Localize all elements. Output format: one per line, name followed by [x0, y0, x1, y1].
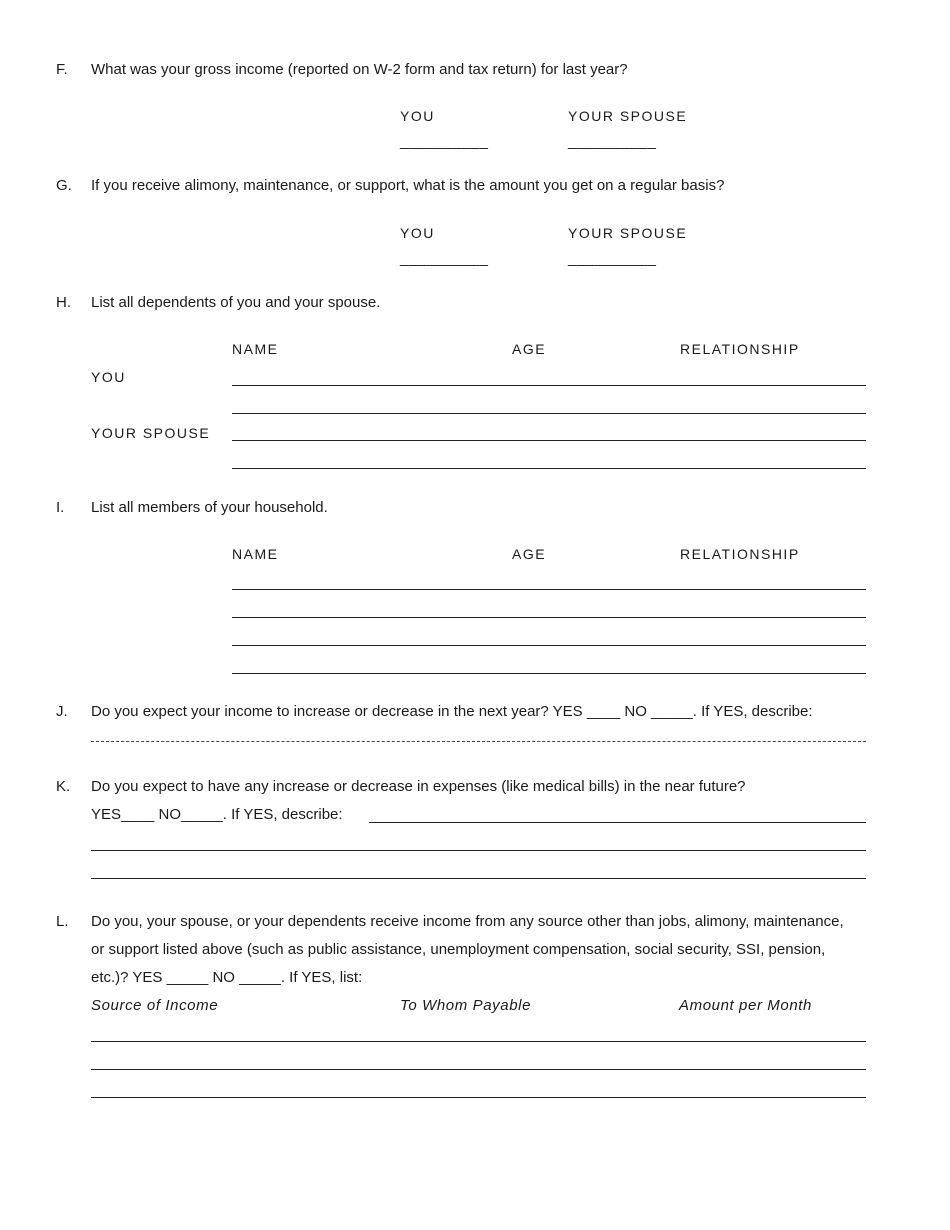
section-h-question: List all dependents of you and your spouse.: [91, 294, 381, 311]
section-i-line-3[interactable]: [232, 645, 866, 646]
section-l-line-1[interactable]: [91, 1041, 866, 1042]
section-l-question-line-1: Do you, your spouse, or your dependents receive income from any source other than jobs, alimony, maintenance,: [91, 913, 844, 930]
section-h-line-3[interactable]: [232, 440, 866, 441]
section-i-name-header: NAME: [232, 546, 279, 562]
section-j-describe-line[interactable]: [91, 741, 866, 742]
section-k-line-1[interactable]: [369, 822, 866, 823]
section-l-question-line-3: etc.)? YES _____ NO _____. If YES, list:: [91, 969, 363, 986]
section-l-question-line-2: or support listed above (such as public assistance, unemployment compensation, social security, SSI, pension,: [91, 941, 826, 958]
section-i-age-header: AGE: [512, 546, 547, 562]
section-h-spouse-label: YOUR SPOUSE: [91, 425, 211, 441]
section-g-question: If you receive alimony, maintenance, or support, what is the amount you get on a regular basis?: [91, 177, 725, 194]
section-h-line-2[interactable]: [232, 413, 866, 414]
section-k-question: Do you expect to have any increase or decrease in expenses (like medical bills) in the near future?: [91, 778, 746, 795]
section-l-source-header: Source of Income: [91, 997, 219, 1014]
section-g-spouse-header: YOUR SPOUSE: [568, 225, 688, 241]
section-h-line-1[interactable]: [232, 385, 866, 386]
section-h-line-4[interactable]: [232, 468, 866, 469]
section-k-line-3[interactable]: [91, 878, 866, 879]
section-l-whom-header: To Whom Payable: [400, 997, 532, 1014]
section-g-letter: G.: [56, 177, 72, 194]
section-i-line-2[interactable]: [232, 617, 866, 618]
section-f-spouse-header: YOUR SPOUSE: [568, 108, 688, 124]
section-g-you-header: YOU: [400, 225, 435, 241]
section-j-letter: J.: [56, 703, 68, 720]
section-f-question: What was your gross income (reported on W-2 form and tax return) for last year?: [91, 61, 628, 78]
section-f-letter: F.: [56, 61, 68, 78]
section-f-you-header: YOU: [400, 108, 435, 124]
section-f-spouse-blank[interactable]: __________: [568, 133, 657, 150]
section-h-age-header: AGE: [512, 341, 547, 357]
section-l-letter: L.: [56, 913, 69, 930]
section-k-yesno: YES____ NO_____. If YES, describe:: [91, 806, 343, 823]
section-l-line-2[interactable]: [91, 1069, 866, 1070]
section-k-line-2[interactable]: [91, 850, 866, 851]
section-h-relationship-header: RELATIONSHIP: [680, 341, 800, 357]
section-k-letter: K.: [56, 778, 71, 795]
section-l-line-3[interactable]: [91, 1097, 866, 1098]
section-h-name-header: NAME: [232, 341, 279, 357]
section-l-amount-header: Amount per Month: [679, 997, 812, 1014]
section-h-letter: H.: [56, 294, 71, 311]
section-i-letter: I.: [56, 499, 65, 516]
section-h-you-label: YOU: [91, 369, 126, 385]
section-i-question: List all members of your household.: [91, 499, 328, 516]
section-g-you-blank[interactable]: __________: [400, 250, 489, 267]
section-i-relationship-header: RELATIONSHIP: [680, 546, 800, 562]
section-i-line-4[interactable]: [232, 673, 866, 674]
section-i-line-1[interactable]: [232, 589, 866, 590]
section-j-question: Do you expect your income to increase or decrease in the next year? YES ____ NO _____. If YES, describe:: [91, 703, 813, 720]
section-f-you-blank[interactable]: __________: [400, 133, 489, 150]
section-g-spouse-blank[interactable]: __________: [568, 250, 657, 267]
